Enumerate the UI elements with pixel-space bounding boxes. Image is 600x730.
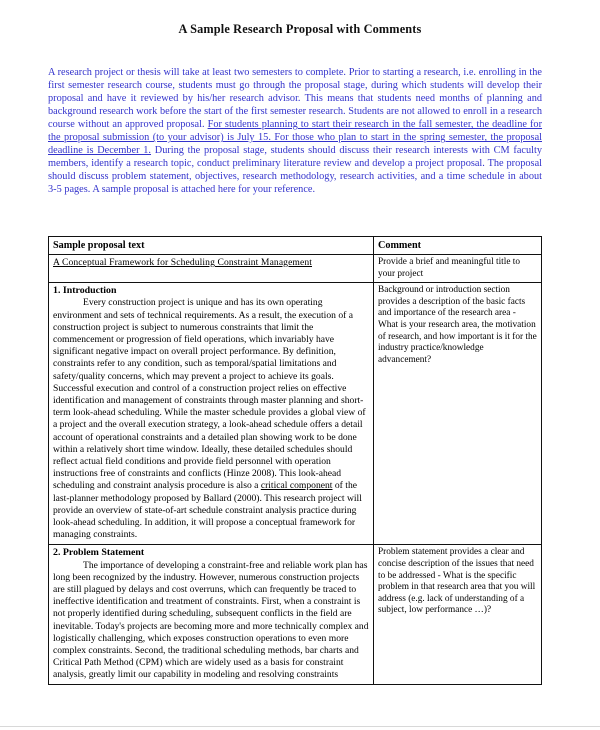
table-row: [49, 255, 542, 283]
section-introduction-cell: [49, 283, 374, 545]
proposal-title-text: A Conceptual Framework for Scheduling Constraint Management: [53, 257, 313, 268]
table-row: [49, 545, 542, 684]
intro-text-part1: A research project or thesis will take at least two semesters to complete. Prior to starting a research, i.e. enrolling in the first semester research course, students must go through the proposal stage, during which students will develop their proposal and have it reviewed by his/her research advisor. This means that students need months of planning and background research work before the start of the first semester research. Students are not allowed to enroll in a research course without an approved proposal.: [48, 67, 542, 131]
intro-body-part-a: Every construction project is unique and has its own operating environment and sets of technical requirements. As a result, the execution of a construction project is subject to numerous constraints that limit the commencement or progression of field operations, which invariably have significant negative impact on overall project performance. By definition, constraints refer to any condition, such as temporal/spatial limitations and safety/quality concerns, which may prevent a project to achieve its goals. Successful execution and control of a construction project relies on effective identification and management of constraints through master planning and short-term look-ahead scheduling. While the master schedule provides a global view of a project and the overall execution strategy, a look-ahead schedule offers a detail account of operational constraints and a detailed plan showing work to be done within a relatively short time window. Ideally, these detailed schedules should reflect actual field conditions and provide field personnel with operation instructions free of constraints and conflicts (Hinze 2008). This look-ahead scheduling and constraint analysis procedure is also a: [53, 297, 366, 492]
proposal-table: [48, 236, 542, 685]
section-heading-problem-statement: 2. Problem Statement: [53, 547, 145, 559]
column-header-comment: Comment: [374, 237, 542, 255]
comment-cell: Background or introduction section provides a description of the basic facts and importance of the research area - What is your research area, the motivation of research, and how important is it for the industry practice/knowledge advancement?: [374, 283, 542, 545]
section-heading-introduction: 1. Introduction: [53, 285, 117, 297]
page-title: A Sample Research Proposal with Comments: [178, 22, 422, 36]
section-problem-statement-body: The importance of developing a constraint-free and reliable work plan has long been recognized by the industry. However, numerous construction projects are still plagued by delays and cost overruns, which can frequently be traced to ineffective identification and treatment of constraints. First, when a constraint is not properly identified during scheduling, subsequent conflicts in the field are inevitable. Today's projects are becoming more and more technically complex and logistically challenging, which exposes construction operations to even more complex constraints. Second, the traditional scheduling methods, bar charts and Critical Path Method (CPM) which are widely used as a basis for constraint analysis, greatly limit our capability in modeling and resolving constraints: [53, 559, 369, 681]
intro-body-underlined: critical component: [260, 480, 333, 492]
comment-cell: Problem statement provides a clear and concise description of the issues that need to be addressed - What is the specific problem in that research area that you will address (e.g. lack of understanding of a subject, low performance …)?: [374, 545, 542, 684]
table-header-row: [49, 237, 542, 255]
section-problem-statement-cell: [49, 545, 374, 684]
intro-text-part2: During the proposal stage, students should discuss their research interests with CM faculty members, identify a research topic, conduct preliminary literature review and develop a project proposal. The proposal should discuss problem statement, objectives, research methodology, research activities, and a time schedule in about 3-5 pages. A sample proposal is attached here for your reference.: [48, 145, 542, 196]
intro-paragraph: [48, 66, 542, 196]
proposal-title-cell: [49, 255, 374, 283]
footer-divider: [0, 726, 600, 727]
intro-text-underlined: For students planning to start their research in the fall semester, the deadline for the proposal submission (to your advisor) is July 15. For those who plan to start in the spring semester, the proposal deadline is December 1.: [48, 119, 543, 157]
intro-body-part-b: of the last-planner methodology proposed by Ballard (2000). This research project will provide an overview of state-of-art schedule constraint analysis practice during look-ahead scheduling. In addition, it will propose a conceptual framework for managing constraints.: [53, 480, 362, 541]
comment-cell: Provide a brief and meaningful title to your project: [374, 255, 542, 283]
section-introduction-body: [53, 297, 369, 541]
column-header-sample-proposal-text: Sample proposal text: [49, 237, 374, 255]
table-row: [49, 283, 542, 545]
